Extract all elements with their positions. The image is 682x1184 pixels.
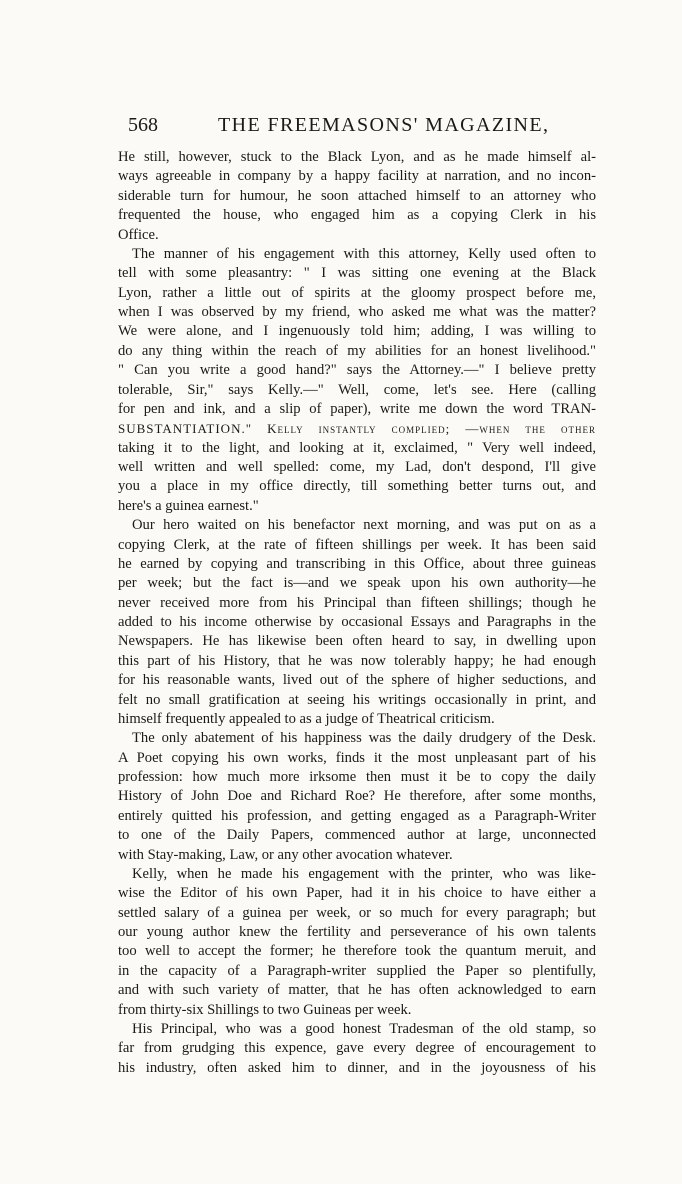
text-line: wise the Editor of his own Paper, had it in his choice to have either a [118, 885, 596, 902]
text-line: Lyon, rather a little out of spirits at the gloomy prospect before me, [118, 284, 596, 301]
text-line: for pen and ink, and a slip of paper), write me down the word TRAN- [118, 400, 596, 417]
text-line: himself frequently appealed to as a judge of Theatrical criticism. [118, 710, 495, 727]
text-line: We were alone, and I ingenuously told him; adding, I was willing to [118, 323, 596, 340]
text-line: ways agreeable in company by a happy facility at narration, and no incon- [118, 168, 596, 185]
text-line: The only abatement of his happiness was the daily drudgery of the Desk. [132, 730, 596, 747]
text-line: to one of the Daily Papers, commenced author at large, unconnected [118, 827, 596, 844]
text-line: this part of his History, that he was now tolerably happy; he had enough [118, 652, 596, 669]
text-line: do any thing within the reach of my abilities for an honest livelihood." [118, 342, 596, 359]
text-line: The manner of his engagement with this attorney, Kelly used often to [132, 245, 596, 262]
page-number: 568 [128, 114, 158, 136]
text-line: per week; but the fact is—and we speak upon his own authority—he [118, 575, 596, 592]
text-line: siderable turn for humour, he soon attached himself to an attorney who [118, 187, 596, 204]
text-line: for his reasonable wants, lived out of the sphere of higher seductions, and [118, 672, 596, 689]
text-line: and with such variety of matter, that he has often acknowledged to earn [118, 982, 596, 999]
text-line: our young author knew the fertility and perseverance of his own talents [118, 924, 596, 940]
text-line: Office. [118, 226, 159, 243]
text-line: here's a guinea earnest." [118, 497, 259, 514]
text-line: he earned by copying and transcribing in this Office, about three guineas [118, 555, 596, 572]
text-line: felt no small gratification at seeing his writings occasionally in print, and [118, 691, 596, 708]
text-line: tolerable, Sir," says Kelly.—" Well, come, let's see. Here (calling [118, 381, 596, 398]
text-line: from thirty-six Shillings to two Guineas per week. [118, 1001, 412, 1018]
text-line: too well to accept the former; he therefore took the quantum meruit, and [118, 943, 596, 960]
text-line: you a place in my office directly, till something better turns out, and [118, 478, 596, 495]
text-line: never received more from his Principal than fifteen shillings; though he [118, 594, 596, 611]
text-line: well written and well spelled: come, my Lad, don't despond, I'll give [118, 459, 596, 475]
text-line: far from grudging this expence, gave every degree of encouragement to [118, 1040, 596, 1057]
text-line: profession: how much more irksome then must it be to copy the daily [118, 769, 596, 785]
text-line: added to his income otherwise by occasional Essays and Paragraphs in the [118, 614, 596, 630]
page-header [128, 114, 598, 144]
text-line: " Can you write a good hand?" says the Attorney.—" I believe pretty [118, 362, 596, 379]
text-line: SUBSTANTIATION." Kelly instantly complied; —when the other [118, 421, 596, 437]
body-text [118, 148, 596, 1078]
text-line: His Principal, who was a good honest Tradesman of the old stamp, so [132, 1020, 596, 1037]
text-line: settled salary of a guinea per week, or so much for every paragraph; but [118, 904, 596, 921]
text-line: with Stay-making, Law, or any other avocation whatever. [118, 846, 453, 863]
text-line: Newspapers. He has likewise been often heard to say, in dwelling upon [118, 633, 596, 650]
text-line: History of John Doe and Richard Roe? He therefore, after some months, [118, 788, 596, 805]
text-line: his industry, often asked him to dinner, and in the joyousness of his [118, 1059, 596, 1076]
running-title: THE FREEMASONS' MAGAZINE, [218, 114, 550, 136]
text-line: copying Clerk, at the rate of fifteen shillings per week. It has been said [118, 536, 596, 553]
text-line: Our hero waited on his benefactor next morning, and was put on as a [132, 517, 596, 534]
text-line: Kelly, when he made his engagement with the printer, who was like- [132, 865, 596, 882]
text-line: frequented the house, who engaged him as a copying Clerk in his [118, 207, 596, 224]
text-line: in the capacity of a Paragraph-writer supplied the Paper so plentifully, [118, 962, 596, 979]
text-line: A Poet copying his own works, finds it the most unpleasant part of his [118, 749, 596, 766]
text-line: when I was observed by my friend, who asked me what was the matter? [118, 304, 596, 320]
text-line: He still, however, stuck to the Black Lyon, and as he made himself al- [118, 149, 596, 165]
text-line: tell with some pleasantry: " I was sitting one evening at the Black [118, 265, 596, 282]
text-line: entirely quitted his profession, and getting engaged as a Paragraph-Writer [118, 807, 596, 824]
text-line: taking it to the light, and looking at it, exclaimed, " Very well indeed, [118, 439, 596, 456]
